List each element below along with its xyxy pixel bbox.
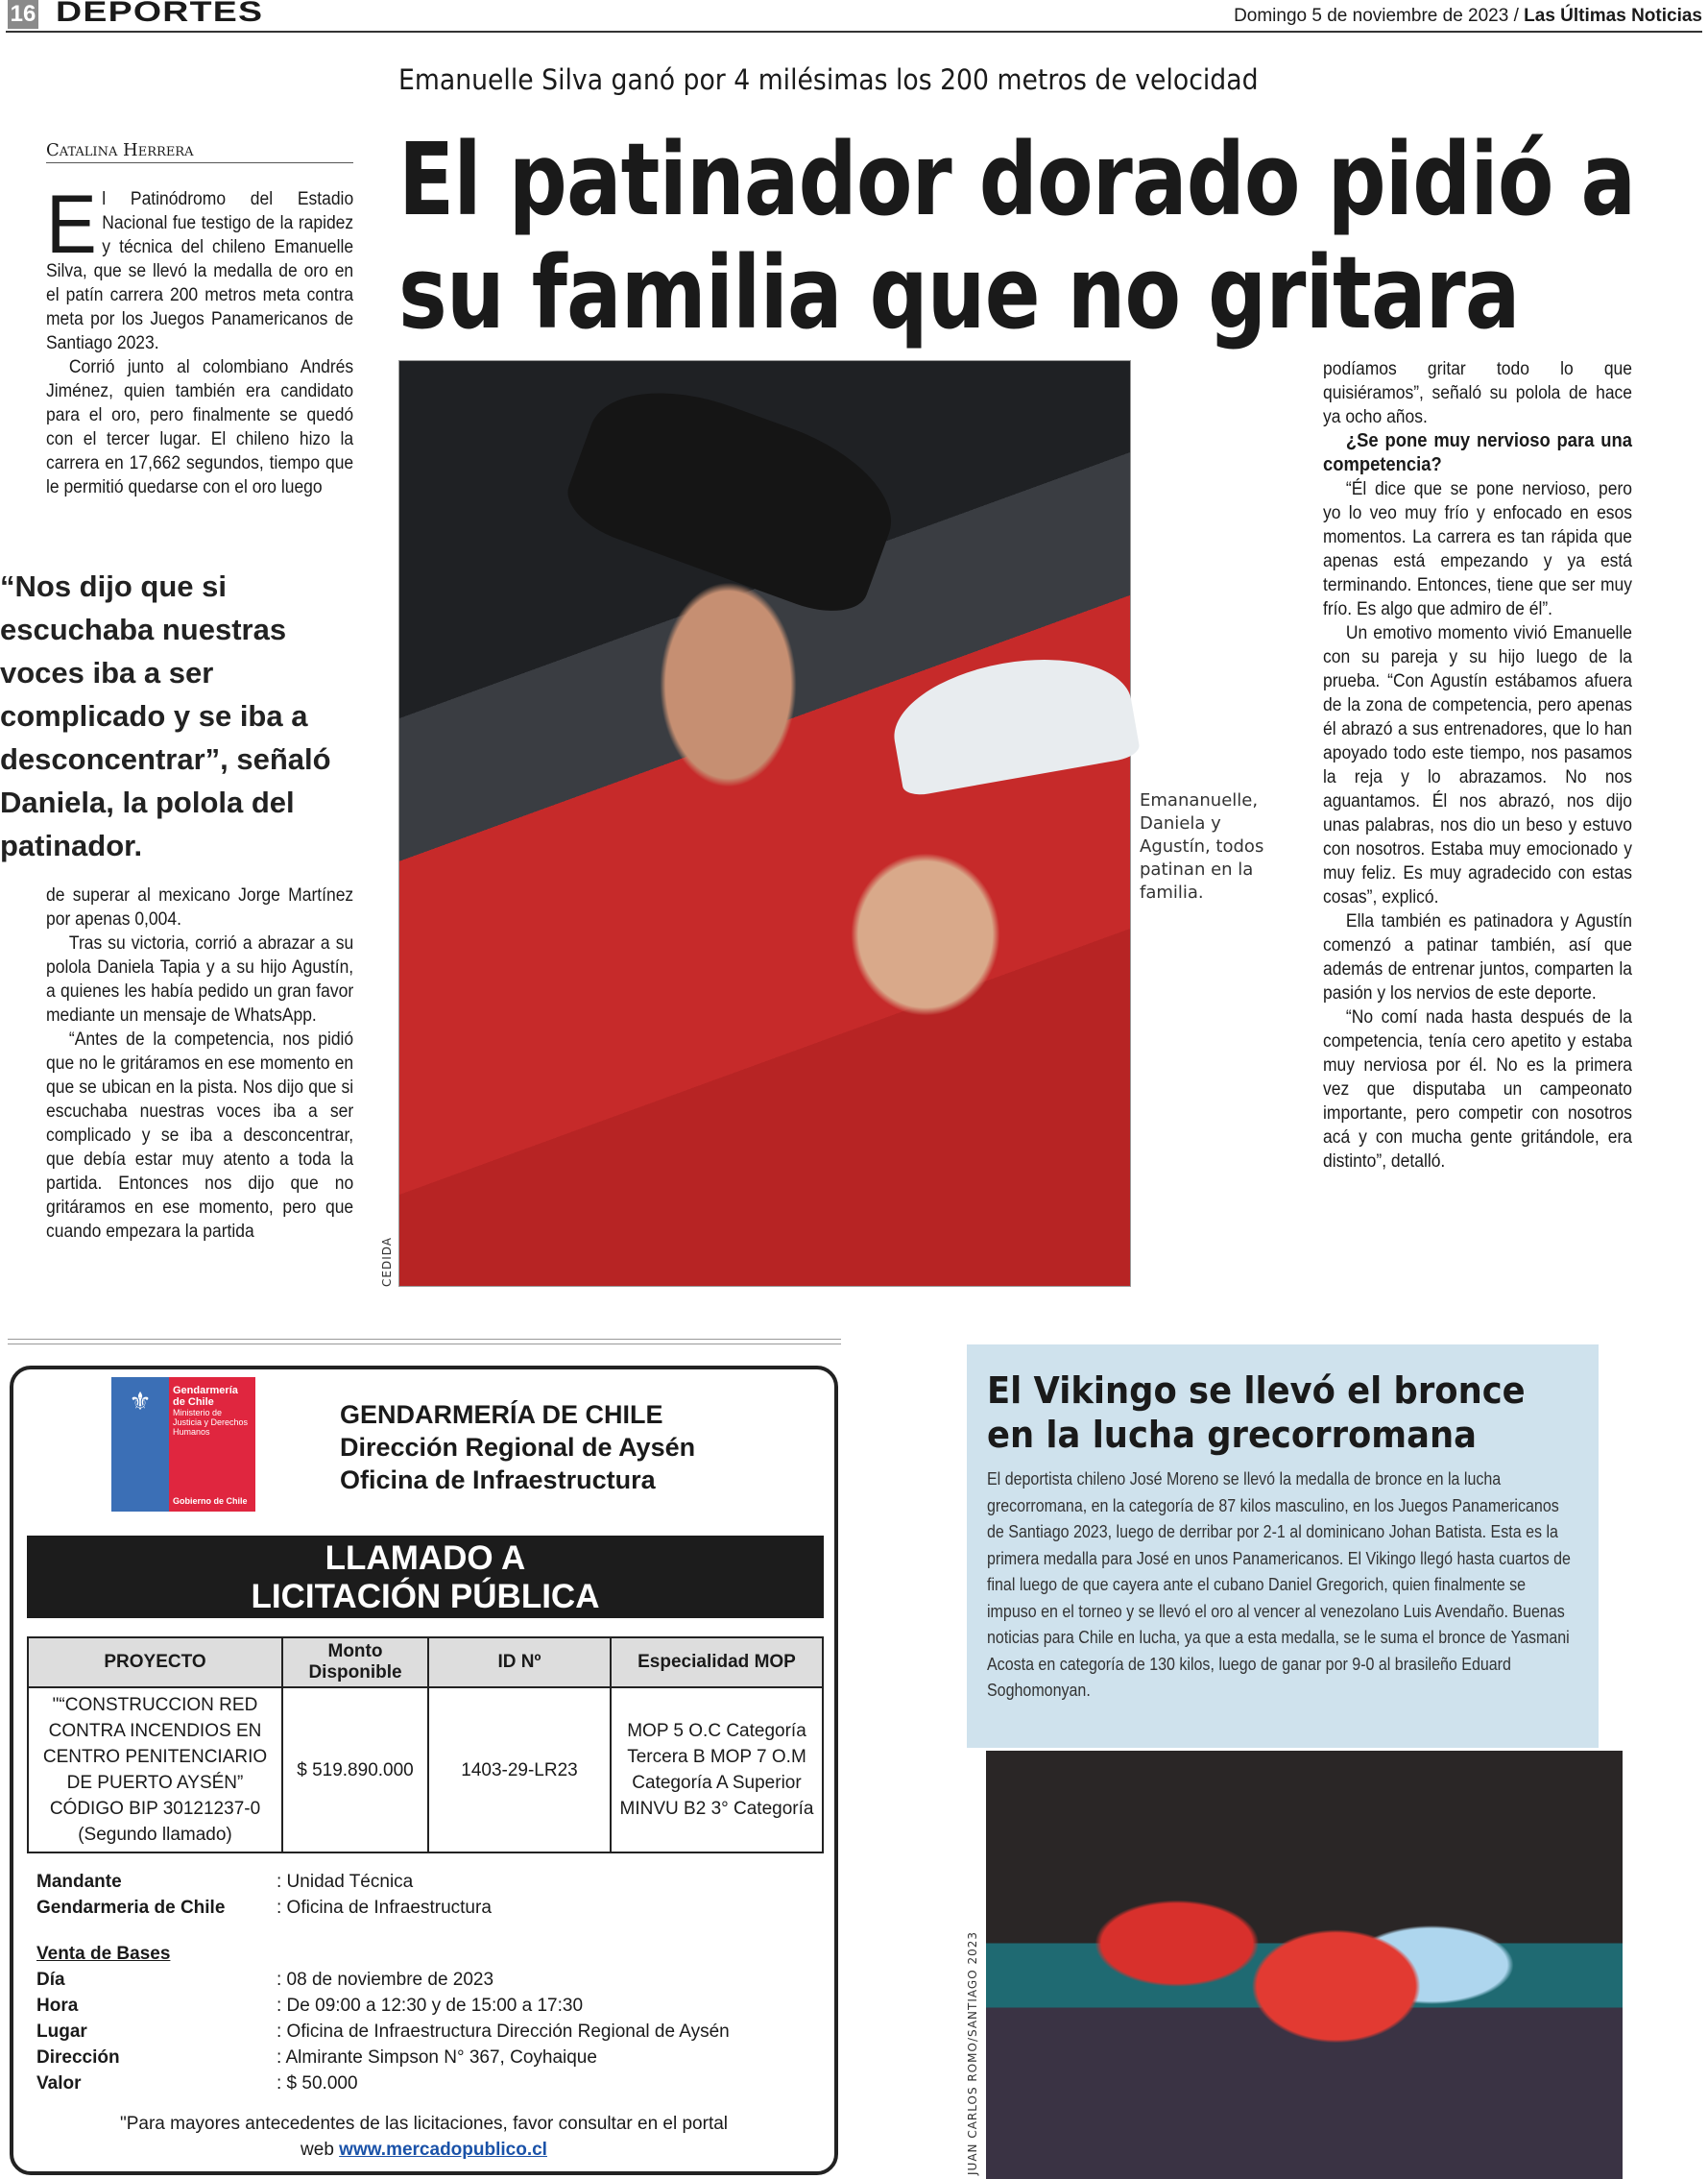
article-column-1: [46, 179, 354, 499]
photo-credit: CEDIDA: [380, 1237, 394, 1287]
mandante-info: Mandante : Unidad Técnica Gendarmeria de Chile : Oficina de Infraestructura: [36, 1872, 492, 1918]
byline: Catalina Herrera: [46, 140, 353, 163]
public-tender-ad: [10, 1366, 838, 2175]
table-row: "“CONSTRUCCION RED CONTRA INCENDIOS EN CENTRO PENITENCIARIO DE PUERTO AYSÉN” CÓDIGO BIP 30121237-0 (Segundo llamado) $ 519.890.000 1403-29-LR23 MOP 5 O.C Categoría Tercera B MOP 7 O.M Categoría A Superior MINVU B2 3° Categoría: [28, 1687, 823, 1852]
paragraph: Un emotivo momento vivió Emanuelle con su pareja y su hijo luego de la prueba. “Con Agustín estábamos afuera de la zona de competencia, pero apenas él abrazó a sus entrenadores, que lo han apoyado todo este tiempo, nos pasamos la reja y lo abrazamos. No nos aguantamos. Él nos abrazó, nos dijo unas palabras, nos dio un beso y estuvo con nosotros. Estaba muy emocionado y muy feliz. Es muy agradecido con estas cosas”, explicó.: [1323, 623, 1632, 908]
table-header-row: PROYECTO Monto Disponible ID Nº Especialidad MOP: [28, 1637, 823, 1687]
tender-table: [27, 1636, 824, 1853]
article-column-2: [1323, 357, 1632, 1174]
photo-caption: Emananuelle, Daniela y Agustín, todos patinan en la familia.: [1140, 790, 1264, 903]
paragraph: de superar al mexicano Jorge Martínez por apenas 0,004.: [46, 885, 354, 930]
wrestling-photo: [986, 1751, 1623, 2179]
interview-question: ¿Se pone muy nervioso para una competencia?: [1323, 430, 1632, 475]
paragraph: Corrió junto al colombiano Andrés Jiménez, quien también era candidato para el oro, pero finalmente se quedó con el tercer lugar. El chileno hizo la carrera en 17,662 segundos, tiempo que le permitió quedarse con el oro luego: [46, 357, 354, 497]
gendarmeria-logo: ⚜ Gendarmería de Chile Ministerio de Justicia y Derechos Humanos Gobierno de Chile: [111, 1377, 255, 1512]
page-number: 16: [8, 0, 38, 29]
ad-title-band: LLAMADO A LICITACIÓN PÚBLICA: [27, 1536, 824, 1618]
venta-de-bases-info: Venta de Bases Día : 08 de noviembre de 2023 Hora : De 09:00 a 12:30 y de 15:00 a 17:30 Lugar : Oficina de Infraestructura Dirección Regional de Aysén Dirección : Almirante Simpson N° 367, Coyhaique Valor : $ 50.000: [36, 1944, 730, 2094]
section-divider: [8, 1339, 841, 1340]
publication-name: Las Últimas Noticias: [1524, 6, 1702, 26]
article-headline: [398, 123, 1635, 350]
drop-cap: E: [46, 179, 97, 271]
dateline: [1234, 6, 1702, 27]
header-rule: [6, 31, 1702, 33]
ad-footer: "Para mayores antecedentes de las licitaciones, favor consultar en el portal web www.mercadopublico.cl: [119, 2114, 729, 2160]
date: Domingo 5 de noviembre de 2023: [1234, 6, 1509, 26]
article-kicker: Emanuelle Silva ganó por 4 milésimas los 200 metros de velocidad: [398, 63, 1259, 96]
paragraph: Ella también es patinadora y Agustín comenzó a patinar también, así que además de entrenar juntos, comparten la pasión y los nervios de este deporte.: [1323, 911, 1632, 1004]
brief-body: El deportista chileno José Moreno se llevó la medalla de bronce en la lucha grecorromana, en la categoría de 87 kilos masculino, en los Juegos Panamericanos de Santiago 2023, luego de derribar por 2-1 al dominicano Johan Batista. Esta es la primera medalla para José en unos Panamericanos. El Vikingo llegó hasta cuartos de final luego de que cayera ante el cubano Daniel Gregorich, quien finalmente se impuso en el torneo y se llevó el oro al vencer al venezolano Luis Avendaño. Buenas noticias para Chile en lucha, ya que a esta medalla, se le suma el bronce de Yasmani Acosta en categoría de 130 kilos, luego de ganar por 9-0 al brasileño Eduard Soghomonyan.: [987, 1469, 1571, 1700]
paragraph: “Él dice que se pone nervioso, pero yo lo veo muy frío y enfocado en esos momentos. La carrera es tan rápida que apenas está empezando y ya está terminando. Entonces, tiene que ser muy frío. Es algo que admiro de él”.: [1323, 479, 1632, 619]
paragraph: El Patinódromo del Estadio Nacional fue testigo de la rapidez y técnica del chileno Emanuelle Silva, que se llevó la medalla de oro en el patín carrera 200 metros meta contra meta por los Juegos Panamericanos de Santiago 2023.: [46, 179, 354, 353]
mercadopublico-link[interactable]: www.mercadopublico.cl: [339, 2140, 547, 2160]
coat-of-arms-icon: ⚜: [111, 1377, 169, 1512]
section-title: DEPORTES: [56, 0, 264, 28]
brief-photo-credit: JUAN CARLOS ROMO/SANTIAGO 2023: [966, 1931, 979, 2175]
paragraph: “No comí nada hasta después de la competencia, tenía cero apetito y estaba muy nerviosa por él. No es la primera vez que disputaba un campeonato importante, pero competir con nosotros acá y con mucha gente gritándole, era distinto”, detalló.: [1323, 1007, 1632, 1172]
paragraph: podíamos gritar todo lo que quisiéramos”, señaló su polola de hace ya ocho años.: [1323, 359, 1632, 427]
article-column-1-continued: [46, 884, 353, 1244]
headline-line-1: El patinador dorado pidió a: [398, 121, 1636, 238]
paragraph: Tras su victoria, corrió a abrazar a su polola Daniela Tapia y a su hijo Agustín, a quienes les había pedido un gran favor mediante un mensaje de WhatsApp.: [46, 933, 354, 1026]
ad-organization: GENDARMERÍA DE CHILE Dirección Regional de Aysén Oficina de Infraestructura: [340, 1400, 696, 1494]
separator: /: [1508, 6, 1525, 26]
pull-quote: “Nos dijo que si escuchaba nuestras voces iba a ser complicado y se iba a desconcentrar”, señaló Daniela, la polola del patinador.: [0, 569, 331, 862]
brief-title: El Vikingo se llevó el bronce en la lucha grecorromana: [987, 1369, 1526, 1456]
paragraph: “Antes de la competencia, nos pidió que no le gritáramos en ese momento en que se ubican en la pista. Nos dijo que si escuchaba nuestras voces iba a ser complicado y se iba a desconcentrar, que debía estar muy atento a toda la partida. Entonces nos dijo que no gritáramos en ese momento, pero que cuando empezara la partida: [46, 1029, 354, 1242]
headline-line-2: su familia que no gritara: [398, 234, 1520, 351]
